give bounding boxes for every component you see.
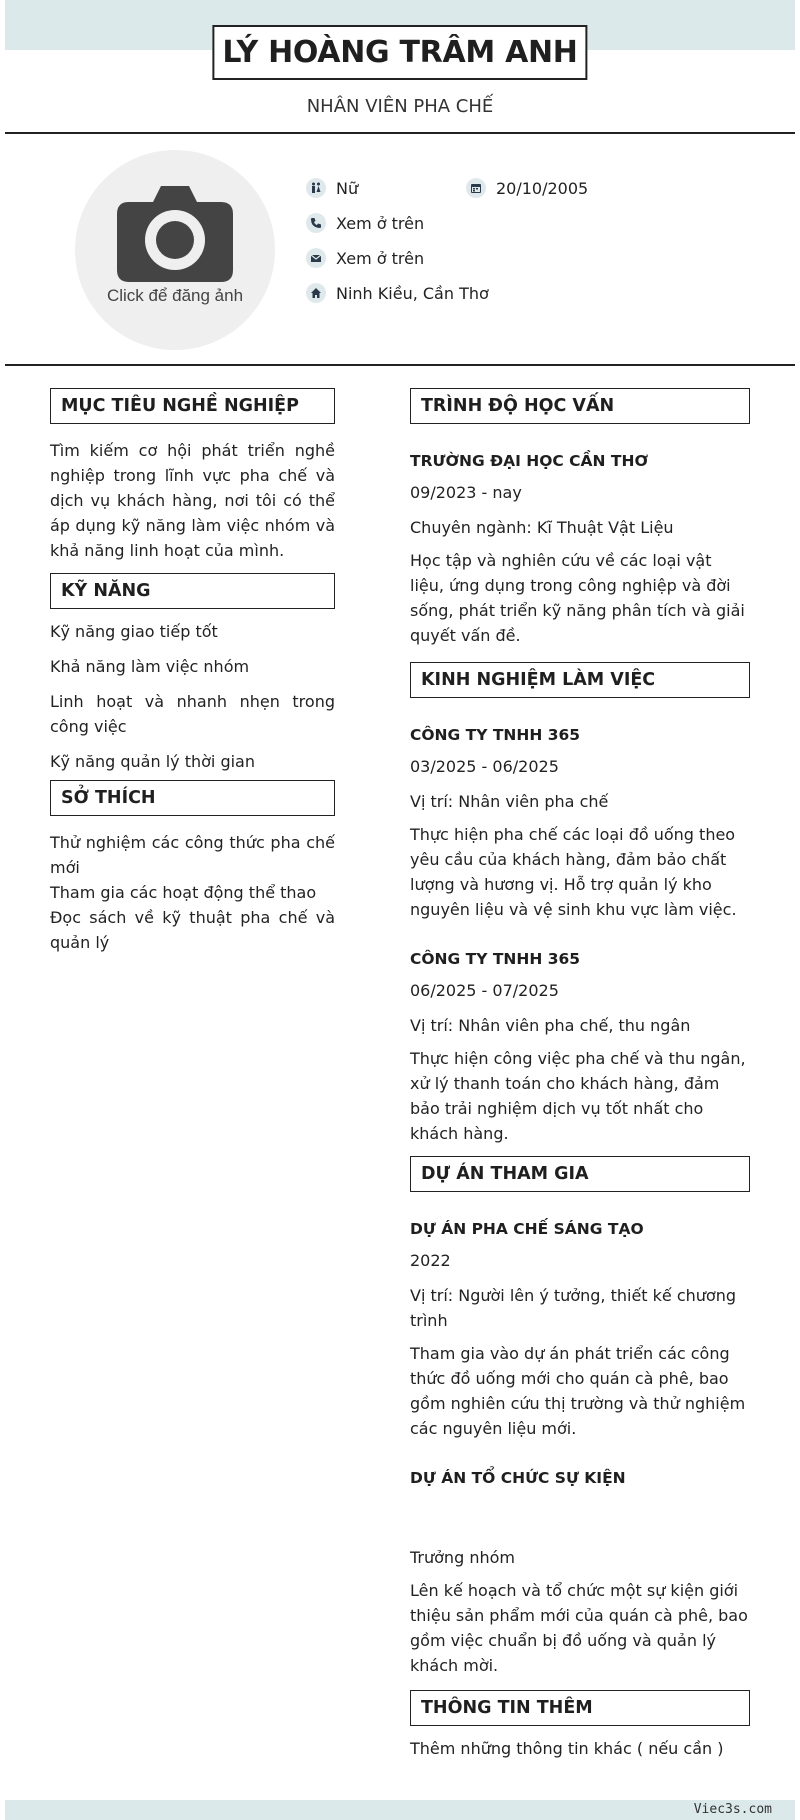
phone-icon bbox=[306, 213, 326, 233]
candidate-name[interactable]: LÝ HOÀNG TRÂM ANH bbox=[212, 25, 587, 80]
address-value: Ninh Kiều, Cần Thơ bbox=[336, 283, 489, 303]
avatar-caption: Click để đăng ảnh bbox=[106, 286, 244, 305]
hobby-item[interactable]: Đọc sách về kỹ thuật pha chế và quản lý bbox=[50, 908, 335, 952]
skills-heading[interactable]: KỸ NĂNG bbox=[50, 573, 335, 609]
experience-description[interactable]: Thực hiện công việc pha chế và thu ngân, xử lý thanh toán cho khách hàng, đảm bảo trải nghiệm dịch vụ tốt nhất cho khách hàng. bbox=[410, 1049, 746, 1143]
education-period[interactable]: 09/2023 - nay bbox=[410, 483, 522, 502]
extra-heading[interactable]: THÔNG TIN THÊM bbox=[410, 1690, 750, 1726]
calendar-icon bbox=[466, 178, 486, 198]
avatar-upload[interactable] bbox=[75, 150, 275, 350]
experience-heading[interactable]: KINH NGHIỆM LÀM VIỆC bbox=[410, 662, 750, 698]
skill-item[interactable]: Kỹ năng quản lý thời gian bbox=[50, 752, 255, 771]
home-icon bbox=[306, 283, 326, 303]
email-field[interactable] bbox=[306, 248, 424, 268]
project-role[interactable]: Vị trí: Người lên ý tưởng, thiết kế chương trình bbox=[410, 1286, 736, 1330]
project-year[interactable] bbox=[410, 1497, 750, 1522]
projects-heading[interactable]: DỰ ÁN THAM GIA bbox=[410, 1156, 750, 1192]
project-name[interactable]: DỰ ÁN TỔ CHỨC SỰ KIỆN bbox=[410, 1469, 626, 1487]
experience-entry bbox=[410, 950, 750, 1146]
experience-period[interactable]: 06/2025 - 07/2025 bbox=[410, 981, 559, 1000]
hobby-item[interactable]: Thử nghiệm các công thức pha chế mới bbox=[50, 833, 335, 877]
extra-text[interactable]: Thêm những thông tin khác ( nếu cần ) bbox=[410, 1739, 724, 1758]
project-entry bbox=[410, 1469, 750, 1678]
right-column bbox=[410, 388, 750, 1761]
job-title[interactable]: NHÂN VIÊN PHA CHẾ bbox=[306, 96, 494, 117]
project-name[interactable]: DỰ ÁN PHA CHẾ SÁNG TẠO bbox=[410, 1220, 644, 1238]
info-divider bbox=[5, 364, 795, 366]
project-year[interactable]: 2022 bbox=[410, 1251, 451, 1270]
birthday-value: 20/10/2005 bbox=[496, 178, 589, 198]
project-description[interactable]: Tham gia vào dự án phát triển các công thức đồ uống mới cho quán cà phê, bao gồm nghiên cứu thị trường và thử nghiệm các nguyên liệu mới. bbox=[410, 1344, 746, 1438]
project-description[interactable]: Lên kế hoạch và tổ chức một sự kiện giới thiệu sản phẩm mới của quán cà phê, bao gồm việc chuẩn bị đồ uống và quản lý khách mời. bbox=[410, 1581, 748, 1675]
project-entry bbox=[410, 1220, 750, 1441]
email-value: Xem ở trên bbox=[336, 248, 425, 268]
education-heading[interactable]: TRÌNH ĐỘ HỌC VẤN bbox=[410, 388, 750, 424]
skill-item[interactable]: Khả năng làm việc nhóm bbox=[50, 657, 250, 676]
phone-value: Xem ở trên bbox=[336, 213, 425, 233]
phone-field[interactable] bbox=[306, 213, 424, 233]
hobbies-heading[interactable]: SỞ THÍCH bbox=[50, 780, 335, 816]
company-name[interactable]: CÔNG TY TNHH 365 bbox=[410, 950, 581, 968]
company-name[interactable]: CÔNG TY TNHH 365 bbox=[410, 726, 581, 744]
education-major[interactable]: Chuyên ngành: Kĩ Thuật Vật Liệu bbox=[410, 518, 674, 537]
header-divider bbox=[5, 132, 795, 134]
experience-entry bbox=[410, 726, 750, 922]
gender-value: Nữ bbox=[336, 178, 359, 198]
gender-field[interactable] bbox=[306, 178, 358, 198]
experience-position[interactable]: Vị trí: Nhân viên pha chế bbox=[410, 792, 609, 811]
hobby-item[interactable]: Tham gia các hoạt động thể thao bbox=[50, 883, 317, 902]
address-field[interactable] bbox=[306, 283, 489, 303]
education-description[interactable]: Học tập và nghiên cứu về các loại vật liệu, ứng dụng trong công nghiệp và đời sống, phát triển kỹ năng phân tích và giải quyết vấn đề. bbox=[410, 551, 745, 645]
birthday-field[interactable] bbox=[466, 178, 588, 198]
objective-heading[interactable]: MỤC TIÊU NGHỀ NGHIỆP bbox=[50, 388, 335, 424]
project-role[interactable]: Trưởng nhóm bbox=[410, 1548, 515, 1567]
left-column bbox=[50, 388, 335, 955]
school-name[interactable]: TRƯỜNG ĐẠI HỌC CẦN THƠ bbox=[410, 452, 648, 470]
camera-icon bbox=[115, 178, 235, 284]
email-icon bbox=[306, 248, 326, 268]
gender-icon bbox=[306, 178, 326, 198]
hobbies-list bbox=[50, 830, 335, 955]
experience-position[interactable]: Vị trí: Nhân viên pha chế, thu ngân bbox=[410, 1016, 691, 1035]
objective-text[interactable]: Tìm kiếm cơ hội phát triển nghề nghiệp trong lĩnh vực pha chế và dịch vụ khách hàng, nơi tôi có thể áp dụng kỹ năng làm việc nhóm và khả năng linh hoạt của mình. bbox=[50, 441, 335, 560]
skill-item[interactable]: Kỹ năng giao tiếp tốt bbox=[50, 622, 218, 641]
skill-item[interactable]: Linh hoạt và nhanh nhẹn trong công việc bbox=[50, 692, 335, 736]
footer-brand: Viec3s.com bbox=[693, 1802, 772, 1817]
skills-list bbox=[50, 619, 335, 774]
bottom-color-band bbox=[5, 1800, 795, 1820]
experience-description[interactable]: Thực hiện pha chế các loại đồ uống theo yêu cầu của khách hàng, đảm bảo chất lượng và hương vị. Hỗ trợ quản lý kho nguyên liệu và vệ sinh khu vực làm việc. bbox=[410, 825, 737, 919]
experience-period[interactable]: 03/2025 - 06/2025 bbox=[410, 757, 559, 776]
